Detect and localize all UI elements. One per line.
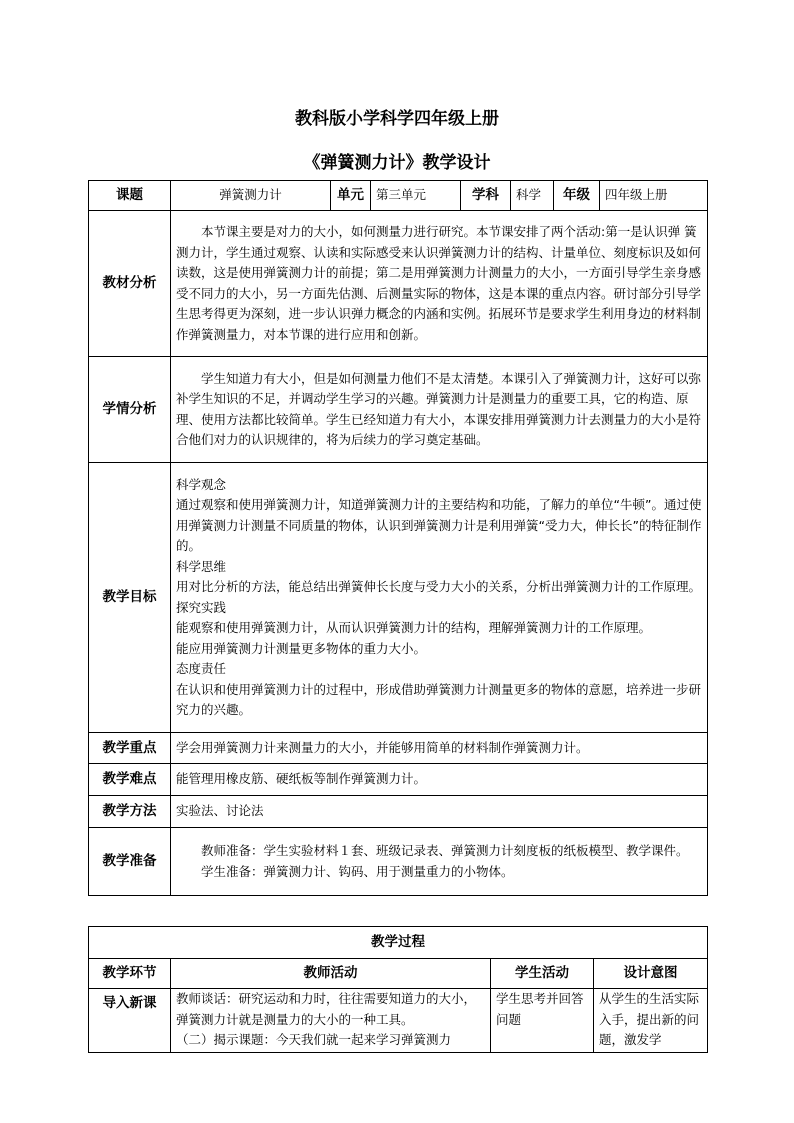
objective-heading-practice: 探究实践 — [176, 599, 227, 615]
preparation-student: 学生准备：弹簧测力计、钩码、用于测量重力的小物体。 — [201, 863, 514, 879]
difficulty-text: 能管理用橡皮筋、硬纸板等制作弹簧测力计。 — [171, 764, 708, 796]
difficulty-row — [89, 764, 708, 796]
unit-value: 第三单元 — [371, 181, 461, 211]
material-analysis-text: 本节课主要是对力的大小，如何测量力进行研究。本节课安排了两个活动:第一是认识弹 簧测力计，学生通过观察、认读和实际感受来认识弹簧测力计的结构、计量单位、刻度标识及如何读数，这是使用弹簧测力计的前提；第二是用弹簧测力计测量力的大小，一方面引导学生亲身感受不同力的大小，另一方面先估测、后测量实际的物体，这是本课的重点内容。研讨部分引导学生思考得更为深刻，进一步认识弹力概念的内涵和实例。拓展环节是要求学生利用身边的材料制作弹簧测量力，对本节课的进行应用和创新。 — [176, 224, 702, 342]
objective-text-thinking: 用对比分析的方法，能总结出弹簧伸长长度与受力大小的关系，分析出弹簧测力计的工作原理。 — [176, 579, 702, 594]
method-row — [89, 796, 708, 828]
process-header-row — [89, 959, 708, 989]
material-analysis-row — [89, 211, 708, 357]
material-analysis-label: 教材分析 — [89, 211, 171, 357]
subject-value: 科学 — [511, 181, 554, 211]
process-title: 教学过程 — [89, 927, 708, 959]
objective-heading-concept: 科学观念 — [176, 476, 227, 492]
objective-text-practice-b: 能应用弹簧测力计测量更多物体的重力大小。 — [176, 640, 427, 656]
process-table — [88, 926, 708, 1053]
method-label: 教学方法 — [89, 796, 171, 828]
key-point-text: 学会用弹簧测力计来测量力的大小，并能够用简单的材料制作弹簧测力计。 — [171, 733, 708, 764]
intro-student: 学生思考并回答问题 — [491, 989, 594, 1053]
objective-text-practice-a: 能观察和使用弹簧测力计，从而认识弹簧测力计的结构，理解弹簧测力计的工作原理。 — [176, 620, 652, 635]
col-student: 学生活动 — [491, 959, 594, 989]
objectives-row — [89, 463, 708, 733]
grade-label: 年级 — [554, 181, 600, 211]
subject-label: 学科 — [461, 181, 511, 211]
intro-teacher-line2: （二）揭示课题：今天我们就一起来学习弹簧测力 — [176, 1032, 452, 1047]
col-teacher: 教师活动 — [171, 959, 491, 989]
preparation-label: 教学准备 — [89, 828, 171, 896]
document-title: 教科版小学科学四年级上册 — [295, 109, 499, 129]
key-point-label: 教学重点 — [89, 733, 171, 764]
topic-label: 课题 — [89, 181, 171, 211]
learner-analysis-row — [89, 357, 708, 463]
learner-analysis-text: 学生知道力有大小，但是如何测量力他们不是太清楚。本课引入了弹簧测力计，这好可以弥补学生知识的不足，并调动学生学习的兴趣。弹簧测力计是测量力的重要工具，它的构造、原理、使用方法都比较简单。学生已经知道力有大小，本课安排用弹簧测力计去测量力的大小是符合他们对力的认识规律的，将为后续力的学习奠定基础。 — [176, 370, 702, 447]
intro-teacher-line1: 教师谈话：研究运动和力时，往往需要知道力的大小，弹簧测力计就是测量力的大小的一种工具。 — [176, 991, 477, 1027]
col-intent: 设计意图 — [594, 959, 708, 989]
preparation-teacher: 教师准备：学生实验材料１套、班级记录表、弹簧测力计刻度板的纸板模型、教学课件。 — [201, 843, 689, 858]
grade-value: 四年级上册 — [600, 181, 708, 211]
method-text: 实验法、讨论法 — [171, 796, 708, 828]
process-row-intro — [89, 989, 708, 1053]
process-title-row — [89, 927, 708, 959]
topic-value: 弹簧测力计 — [171, 181, 331, 211]
header-row — [89, 181, 708, 211]
objective-text-attitude: 在认识和使用弹簧测力计的过程中，形成借助弹簧测力计测量更多的物体的意愿，培养进一步研究力的兴趣。 — [176, 681, 702, 717]
key-point-row — [89, 733, 708, 764]
lesson-title: 《弹簧测力计》教学设计 — [303, 153, 491, 173]
learner-analysis-label: 学情分析 — [89, 357, 171, 463]
unit-label: 单元 — [331, 181, 371, 211]
lesson-info-table — [88, 180, 708, 896]
col-stage: 教学环节 — [89, 959, 171, 989]
objectives-label: 教学目标 — [89, 463, 171, 733]
objective-heading-attitude: 态度责任 — [176, 661, 227, 676]
difficulty-label: 教学难点 — [89, 764, 171, 796]
intro-intent: 从学生的生活实际入手，提出新的问题，激发学 — [594, 989, 708, 1053]
preparation-row — [89, 828, 708, 896]
objective-heading-thinking: 科学思维 — [176, 558, 227, 574]
objective-text-concept: 通过观察和使用弹簧测力计，知道弹簧测力计的主要结构和功能，了解力的单位“牛顿”。通过使用弹簧测力计测量不同质量的物体，认识到弹簧测力计是利用弹簧“受力大，伸长长”的特征制作的。 — [176, 497, 702, 553]
intro-stage: 导入新课 — [89, 989, 171, 1053]
